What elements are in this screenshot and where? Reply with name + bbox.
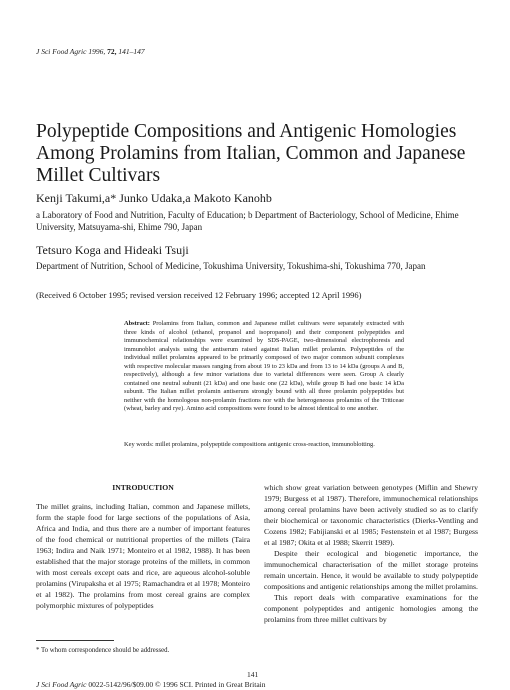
keywords-text: millet prolamins, polypeptide compositions antigenic cross-reaction, immunoblotting. [155,441,375,448]
intro-paragraph-3: This report deals with comparative examinations for the component polypeptides and antigenic homologies among the prolamins from three millet cultivars by [264,593,478,624]
abstract [124,320,404,414]
abstract-label: Abstract: [124,320,150,327]
intro-paragraph-2: Despite their ecological and biogenetic importance, the immunochemical characterisation of the millet storage proteins remain uncertain. Hence, it would be available to study polypeptide compositions and antigenic relationships among the millet prolamins. [264,549,478,591]
footer-journal: J Sci Food Agric [36,680,87,689]
journal-reference [36,47,145,56]
page-number: 141 [247,670,259,679]
journal-volume: 72, [107,47,117,56]
author-list-2: Tetsuro Koga and Hideaki Tsuji [36,243,189,257]
received-dates: (Received 6 October 1995; revised version received 12 February 1996; accepted 12 April 1996) [36,290,362,300]
footer-rest: 0022-5142/96/$09.00 © 1996 SCI. Printed in Great Britain [88,680,266,689]
paper-title: Polypeptide Compositions and Antigenic Homologies Among Prolamins from Italian, Common and Japanese Millet Cultivars [36,121,466,186]
affiliation-1: a Laboratory of Food and Nutrition, Faculty of Education; b Department of Bacteriology, School of Medicine, Ehime University, Matsuyama-shi, Ehime 790, Japan [36,210,459,232]
affiliation-2: Department of Nutrition, School of Medicine, Tokushima University, Tokushima-shi, Tokushima 770, Japan [36,261,426,271]
author-list-1: Kenji Takumi,a* Junko Udaka,a Makoto Kanohb [36,191,272,205]
page-footer [36,680,266,689]
abstract-text: Prolamins from Italian, common and Japanese millet cultivars were separately extracted with three kinds of alcohol (ethanol, propanol and isopropanol) and their component polypeptides and immunochemical relationships were examined by SDS-PAGE, two-dimensional electrophoresis and immunoblot analysis using the antiserum raised against Italian millet prolamin. Polypeptides of the individual millet prolamins appeared to be primarily composed of two major common subunit complexes with respective molecular masses ranging from about 19 to 23 kDa and from 13 to 14 kDa (groups A and B, respectively), although a few minor variations due to varietal differences were seen. Group A clearly contained one neutral subunit (21 kDa) and one basic one (22 kDa), while group B had one basic 14 kDa subunit. The Italian millet prolamin antiserum strongly bound with all three prolamin polypeptides but neither with the homologous non-prolamin fractions nor with the heterogeneous prolamins of the Triticeae (wheat, barley and rye). Amino acid compositions were found to be almost identical to one another. [124,320,404,412]
keywords-label: Key words: [124,441,154,448]
keywords [124,441,404,450]
journal-year: 1996, [88,47,106,56]
journal-name: J Sci Food Agric [36,47,87,56]
column-left [36,482,250,611]
footnote-divider [36,640,114,641]
intro-paragraph-1-cont: which show great variation between genotypes (Miflin and Shewry 1979; Burgess et al 1987). Therefore, immunochemical relationships among cereal prolamins have been actively studied so as to clarify their biochemical or taxonomic characteristics (Dierks-Ventling and Cozens 1982; Fabijianski et al 1985; Festenstein et al 1987; Burgess et al 1987; Okita et al 1988; Skerrit 1989). [264,483,478,547]
journal-pages: 141–147 [118,47,145,56]
intro-paragraph-1: The millet grains, including Italian, common and Japanese millets, form the staple food for large sections of the populations of Asia, Africa and India, and thus there are a number of important features of the food chemical or nutritional properties of the millets (Taira 1963; Indira and Naik 1971; Monteiro et al 1982, 1988). It has been established that the major storage proteins of the millets, in common with most cereals except oats and rice, are aqueous alcohol-soluble prolamins (Virupaksha et al 1975; Ramachandra et al 1978; Monteiro et al 1982). The prolamins from most cereal grains are complex polymorphic mixtures of polypeptides [36,502,250,610]
section-heading-introduction: INTRODUCTION [112,483,174,492]
column-right [264,482,478,625]
footnote: * To whom correspondence should be addressed. [36,647,170,654]
